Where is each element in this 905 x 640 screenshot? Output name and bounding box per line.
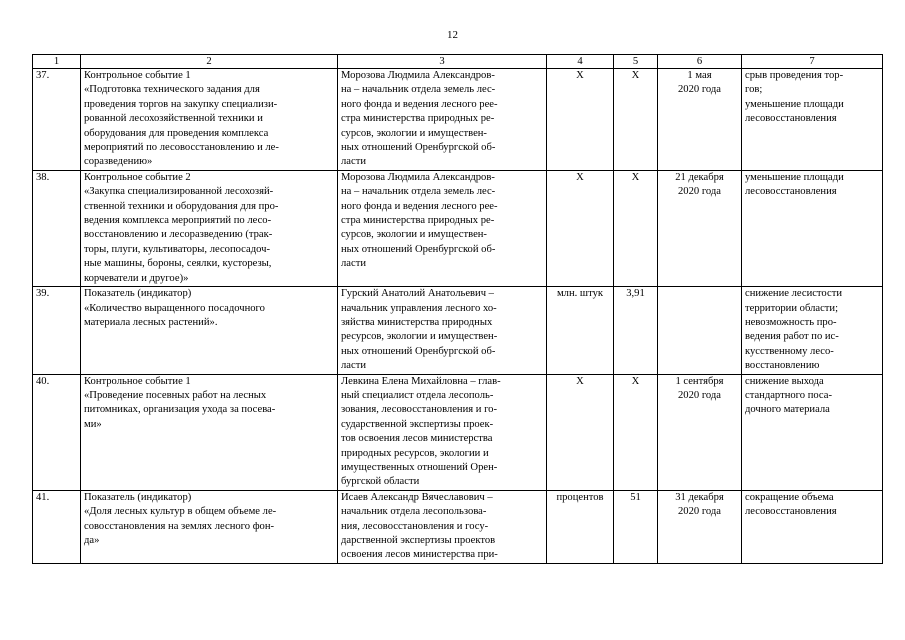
responsible-person-cell-line: Левкина Елена Михайловна – глав- (341, 375, 501, 387)
risks-cell-line: невозможность про- (745, 316, 837, 328)
unit-cell: процентов (547, 490, 614, 563)
event-description-cell-line: ми» (84, 418, 102, 430)
row-number-cell: 41. (33, 490, 81, 563)
col-header-1: 1 (33, 55, 81, 69)
event-description-cell-line: корчеватели и другое)» (84, 272, 189, 284)
event-description-cell (81, 374, 338, 490)
responsible-person-cell-line: ресурсов, экологии и имуществен- (341, 331, 498, 343)
row-number-cell: 37. (33, 69, 81, 171)
deadline-cell-line: 21 декабря (675, 171, 724, 183)
unit-cell: Х (547, 69, 614, 171)
event-description-cell-line: Контрольное событие 1 (84, 70, 191, 81)
deadline-cell-line: 1 сентября (675, 375, 724, 387)
responsible-person-cell-line: ния, лесовосстановления и госу- (341, 520, 489, 532)
responsible-person-cell-line: дарственной экспертизы проектов (341, 535, 496, 546)
risks-cell-line: срыв проведения тор- (745, 70, 844, 81)
responsible-person-cell (338, 287, 547, 374)
risks-cell-line: восстановлению (745, 360, 820, 372)
unit-cell: млн. штук (547, 287, 614, 374)
event-description-cell-line: проведения торгов на закупку специализи- (84, 98, 278, 110)
responsible-person-cell-line: ных отношений Оренбургской об- (341, 142, 496, 154)
value-cell: 51 (614, 490, 658, 563)
event-description-cell-line: ственной техники и оборудования для про- (84, 200, 279, 212)
event-description-cell-line: «Количество выращенного посадочного (84, 302, 265, 314)
value-cell: Х (614, 69, 658, 171)
value-cell: Х (614, 170, 658, 286)
risks-cell (742, 490, 883, 563)
table-body (33, 69, 883, 564)
event-description-cell-line: рованной лесохозяйственной техники и (84, 113, 263, 125)
event-description-cell-line: «Подготовка технического задания для (84, 84, 260, 96)
responsible-person-cell-line: Гурский Анатолий Анатольевич – (341, 288, 494, 300)
responsible-person-cell-line: освоения лесов министерства при- (341, 549, 498, 561)
control-events-table (32, 54, 883, 564)
responsible-person-cell-line: начальник отдела лесопользова- (341, 506, 487, 518)
risks-cell-line: лесовосстановления (745, 186, 837, 198)
responsible-person-cell-line: ного фонда и ведения лесного рее- (341, 200, 498, 212)
col-header-3: 3 (338, 55, 547, 69)
responsible-person-cell-line: начальник управления лесного хо- (341, 302, 497, 314)
responsible-person-cell-line: бургской области (341, 476, 420, 488)
col-header-6: 6 (658, 55, 742, 69)
responsible-person-cell-line: Морозова Людмила Александров- (341, 171, 495, 183)
event-description-cell-line: Показатель (индикатор) (84, 491, 192, 503)
responsible-person-cell-line: стра министерства природных ре- (341, 215, 495, 227)
event-description-cell-line: Контрольное событие 2 (84, 171, 191, 183)
table-row (33, 490, 883, 563)
risks-cell-line: кусственному лесо- (745, 345, 834, 357)
table-row (33, 170, 883, 286)
responsible-person-cell-line: тов освоения лесов министерства (341, 433, 493, 445)
col-header-5: 5 (614, 55, 658, 69)
event-description-cell (81, 287, 338, 374)
deadline-cell-line: 2020 года (677, 506, 721, 518)
responsible-person-cell-line: зования, лесовосстановления и го- (341, 404, 497, 416)
event-description-cell-line: мероприятий по лесовосстановлению и ле- (84, 142, 279, 154)
event-description-cell-line: ведения комплекса мероприятий по лесо- (84, 215, 272, 227)
responsible-person-cell-line: на – начальник отдела земель лес- (341, 84, 496, 96)
responsible-person-cell-line: ласти (341, 360, 366, 372)
event-description-cell-line: Контрольное событие 1 (84, 375, 191, 387)
event-description-cell-line: да» (84, 535, 100, 546)
risks-cell-line: снижение лесистости (745, 288, 842, 300)
event-description-cell-line: торы, плуги, культиваторы, лесопосадоч- (84, 243, 270, 255)
responsible-person-cell-line: ного фонда и ведения лесного рее- (341, 98, 498, 110)
event-description-cell-line: ные машины, бороны, сеялки, кусторезы, (84, 258, 272, 270)
event-description-cell (81, 170, 338, 286)
risks-cell-line: уменьшение площади (745, 171, 844, 183)
table-header-row (33, 55, 883, 69)
event-description-cell-line: Показатель (индикатор) (84, 288, 192, 300)
col-header-2: 2 (81, 55, 338, 69)
risks-cell-line: ведения работ по ис- (745, 331, 839, 343)
risks-cell (742, 69, 883, 171)
responsible-person-cell-line: Морозова Людмила Александров- (341, 70, 495, 81)
responsible-person-cell-line: Исаев Александр Вячеславович – (341, 491, 493, 503)
risks-cell-line: уменьшение площади (745, 98, 844, 110)
risks-cell-line: лесовосстановления (745, 506, 837, 518)
event-description-cell-line: совосстановления на землях лесного фон- (84, 520, 275, 532)
responsible-person-cell-line: сударственной экспертизы проек- (341, 418, 494, 430)
col-header-4: 4 (547, 55, 614, 69)
page-number: 12 (447, 29, 458, 41)
value-cell: 3,91 (614, 287, 658, 374)
risks-cell-line: снижение выхода (745, 375, 824, 387)
responsible-person-cell-line: ных отношений Оренбургской об- (341, 345, 496, 357)
responsible-person-cell-line: природных ресурсов, экологии и (341, 447, 489, 459)
row-number-cell: 40. (33, 374, 81, 490)
risks-cell (742, 374, 883, 490)
responsible-person-cell-line: имущественных отношений Орен- (341, 461, 498, 473)
risks-cell-line: гов; (745, 84, 763, 96)
deadline-cell (658, 170, 742, 286)
responsible-person-cell-line: ный специалист отдела лесополь- (341, 389, 494, 401)
row-number-cell: 38. (33, 170, 81, 286)
event-description-cell (81, 490, 338, 563)
event-description-cell-line: материала лесных растений». (84, 316, 218, 328)
unit-cell: Х (547, 374, 614, 490)
event-description-cell-line: «Закупка специализированной лесохозяй- (84, 186, 274, 198)
event-description-cell (81, 69, 338, 171)
risks-cell (742, 287, 883, 374)
responsible-person-cell-line: на – начальник отдела земель лес- (341, 186, 496, 198)
value-cell: Х (614, 374, 658, 490)
event-description-cell-line: питомниках, организация ухода за посева- (84, 404, 276, 416)
responsible-person-cell-line: сурсов, экологии и имуществен- (341, 127, 487, 139)
table-row (33, 69, 883, 171)
risks-cell (742, 170, 883, 286)
responsible-person-cell-line: сурсов, экологии и имуществен- (341, 229, 487, 241)
responsible-person-cell (338, 170, 547, 286)
deadline-cell-line: 2020 года (677, 84, 721, 96)
deadline-cell-line: 31 декабря (675, 491, 724, 503)
row-number-cell: 39. (33, 287, 81, 374)
responsible-person-cell (338, 374, 547, 490)
deadline-cell-line: 1 мая (687, 70, 712, 81)
event-description-cell-line: оборудования для проведения комплекса (84, 127, 269, 139)
event-description-cell-line: «Доля лесных культур в общем объеме ле- (84, 506, 277, 518)
deadline-cell (658, 69, 742, 171)
risks-cell-line: стандартного поса- (745, 389, 832, 401)
responsible-person-cell-line: ласти (341, 156, 366, 168)
responsible-person-cell-line: ласти (341, 258, 366, 270)
responsible-person-cell (338, 69, 547, 171)
event-description-cell-line: «Проведение посевных работ на лесных (84, 389, 267, 401)
risks-cell-line: дочного материала (745, 404, 830, 416)
risks-cell-line: лесовосстановления (745, 113, 837, 125)
responsible-person-cell-line: стра министерства природных ре- (341, 113, 495, 125)
table-row (33, 374, 883, 490)
deadline-cell-line: 2020 года (677, 389, 721, 401)
responsible-person-cell (338, 490, 547, 563)
deadline-cell-line: 2020 года (677, 186, 721, 198)
responsible-person-cell-line: ных отношений Оренбургской об- (341, 243, 496, 255)
unit-cell: Х (547, 170, 614, 286)
deadline-cell (658, 490, 742, 563)
risks-cell-line: территории области; (745, 302, 839, 314)
col-header-7: 7 (742, 55, 883, 69)
deadline-cell (658, 287, 742, 374)
risks-cell-line: сокращение объема (745, 491, 834, 503)
event-description-cell-line: соразведению» (84, 156, 153, 168)
table-row (33, 287, 883, 374)
deadline-cell (658, 374, 742, 490)
event-description-cell-line: восстановлению и лесоразведению (трак- (84, 229, 273, 241)
responsible-person-cell-line: зяйства министерства природных (341, 316, 493, 328)
